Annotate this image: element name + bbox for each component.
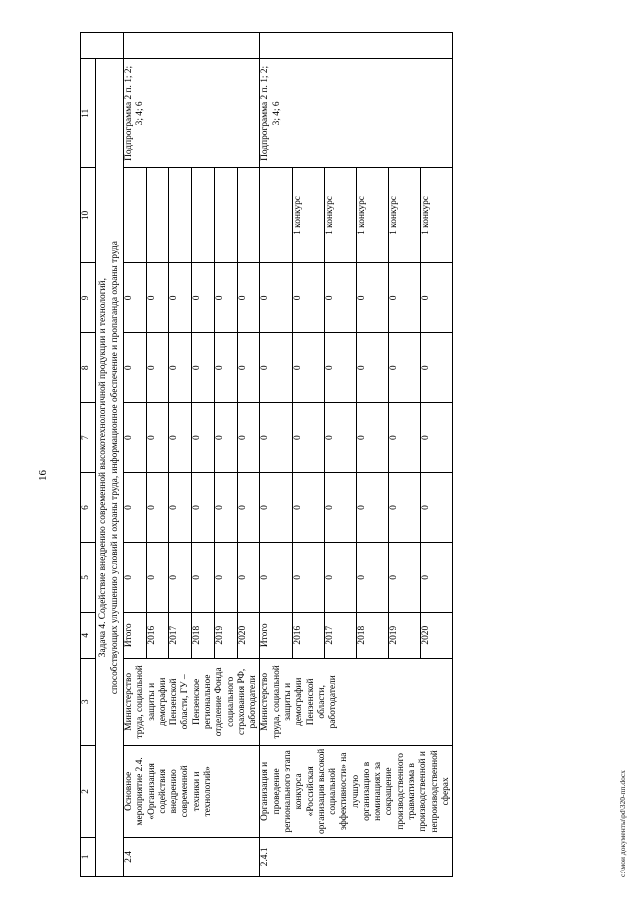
amount-cell: 0 [324, 403, 356, 473]
year-cell: 2020 [237, 612, 260, 658]
indicator-cell [237, 168, 260, 263]
amount-cell: 0 [356, 542, 388, 612]
header-cell: 6 [81, 473, 96, 543]
header-cell: 4 [81, 612, 96, 658]
indicator-cell [169, 168, 192, 263]
header-cell: 2 [81, 746, 96, 838]
measure-executor: Министерство труда, социальной защиты и демографии Пензенской области, ГУ – Пензенское региональное отделение Фонда социального страхования РФ, работодатели [124, 658, 260, 745]
amount-cell: 0 [421, 333, 453, 403]
amount-cell: 0 [260, 403, 292, 473]
measure-number: 2.4.1 [260, 837, 453, 876]
amount-cell: 0 [124, 542, 147, 612]
header-cell: 11 [81, 59, 96, 168]
year-cell: 2018 [192, 612, 215, 658]
empty-right-cell [124, 33, 260, 59]
indicator-cell [146, 168, 169, 263]
year-cell: 2016 [292, 612, 324, 658]
amount-cell: 0 [124, 473, 147, 543]
year-cell: 2020 [421, 612, 453, 658]
amount-cell: 0 [124, 263, 147, 333]
header-cell: 8 [81, 333, 96, 403]
amount-cell: 0 [192, 263, 215, 333]
program-ref: Подпрограмма 2 п. 1; 2; 3; 4; 6 [260, 59, 453, 168]
footer-path: c:\мои документы\pd\320-пп.docx [618, 770, 627, 877]
amount-cell: 0 [169, 542, 192, 612]
measure-executor: Министерство труда, социальной защиты и демографии Пензенской области, работодатели [260, 658, 453, 745]
program-ref: Подпрограмма 2 п. 1; 2; 3; 4; 6 [124, 59, 260, 168]
amount-cell: 0 [292, 403, 324, 473]
amount-cell: 0 [192, 333, 215, 403]
amount-cell: 0 [237, 473, 260, 543]
amount-cell: 0 [292, 473, 324, 543]
measure-number: 2.4 [124, 837, 260, 876]
amount-cell: 0 [421, 263, 453, 333]
year-cell: 2018 [356, 612, 388, 658]
table-row [260, 33, 292, 877]
amount-cell: 0 [292, 263, 324, 333]
amount-cell: 0 [146, 403, 169, 473]
year-cell: 2017 [169, 612, 192, 658]
amount-cell: 0 [292, 333, 324, 403]
indicator-cell [260, 168, 292, 263]
empty-right-cell [260, 33, 453, 59]
amount-cell: 0 [260, 473, 292, 543]
indicator-cell: 1 конкурс [324, 168, 356, 263]
task-row [96, 33, 124, 877]
amount-cell: 0 [169, 263, 192, 333]
amount-cell: 0 [237, 542, 260, 612]
amount-cell: 0 [324, 542, 356, 612]
amount-cell: 0 [237, 333, 260, 403]
amount-cell: 0 [214, 403, 237, 473]
amount-cell: 0 [356, 403, 388, 473]
amount-cell: 0 [169, 403, 192, 473]
task-heading [96, 59, 124, 877]
amount-cell: 0 [124, 333, 147, 403]
amount-cell: 0 [356, 263, 388, 333]
amount-cell: 0 [214, 333, 237, 403]
amount-cell: 0 [192, 473, 215, 543]
amount-cell: 0 [388, 333, 420, 403]
amount-cell: 0 [146, 333, 169, 403]
amount-cell: 0 [324, 333, 356, 403]
year-cell: 2017 [324, 612, 356, 658]
amount-cell: 0 [214, 473, 237, 543]
amount-cell: 0 [124, 403, 147, 473]
amount-cell: 0 [421, 473, 453, 543]
page-number: 16 [37, 470, 49, 481]
amount-cell: 0 [356, 333, 388, 403]
year-cell: 2019 [388, 612, 420, 658]
indicator-cell [124, 168, 147, 263]
task-line-1: Задача 4. Содействие внедрению современной высокотехнологичной продукции и технологий, [98, 278, 109, 658]
amount-cell: 0 [260, 333, 292, 403]
program-table [80, 32, 453, 877]
header-row [81, 33, 96, 877]
indicator-cell: 1 конкурс [421, 168, 453, 263]
amount-cell: 0 [292, 542, 324, 612]
amount-cell: 0 [421, 542, 453, 612]
amount-cell: 0 [324, 473, 356, 543]
year-cell: 2019 [214, 612, 237, 658]
amount-cell: 0 [146, 263, 169, 333]
amount-cell: 0 [356, 473, 388, 543]
header-cell: 5 [81, 542, 96, 612]
amount-cell: 0 [260, 263, 292, 333]
year-cell: Итого [124, 612, 147, 658]
indicator-cell [192, 168, 215, 263]
amount-cell: 0 [260, 542, 292, 612]
amount-cell: 0 [169, 333, 192, 403]
indicator-cell: 1 конкурс [388, 168, 420, 263]
amount-cell: 0 [388, 263, 420, 333]
empty-right-cell [81, 33, 124, 59]
amount-cell: 0 [192, 403, 215, 473]
amount-cell: 0 [192, 542, 215, 612]
measure-name: Организация и проведение регионального этапа конкурса «Российская организация высокой социальной эффективности» на лучшую организацию в номинациях за сокращение производственного травматизма в производственной и непроизводственной сферах [260, 746, 453, 838]
indicator-cell: 1 конкурс [356, 168, 388, 263]
table-row [124, 33, 147, 877]
amount-cell: 0 [214, 263, 237, 333]
amount-cell: 0 [421, 403, 453, 473]
amount-cell: 0 [324, 263, 356, 333]
amount-cell: 0 [388, 542, 420, 612]
measure-name: Основное мероприятие 2.4. «Организация содействия внедрению современной техники и технологий» [124, 746, 260, 838]
indicator-cell: 1 конкурс [292, 168, 324, 263]
amount-cell: 0 [388, 473, 420, 543]
amount-cell: 0 [146, 473, 169, 543]
amount-cell: 0 [214, 542, 237, 612]
indicator-cell [214, 168, 237, 263]
task-line-2: способствующих улучшению условий и охраны труда, информационное обеспечение и пропаганда охраны труда [109, 241, 120, 695]
year-cell: Итого [260, 612, 292, 658]
year-cell: 2016 [146, 612, 169, 658]
amount-cell: 0 [388, 403, 420, 473]
amount-cell: 0 [169, 473, 192, 543]
amount-cell: 0 [146, 542, 169, 612]
header-cell: 3 [81, 658, 96, 745]
header-cell: 10 [81, 168, 96, 263]
header-cell: 1 [81, 837, 96, 876]
amount-cell: 0 [237, 263, 260, 333]
header-cell: 9 [81, 263, 96, 333]
header-cell: 7 [81, 403, 96, 473]
amount-cell: 0 [237, 403, 260, 473]
